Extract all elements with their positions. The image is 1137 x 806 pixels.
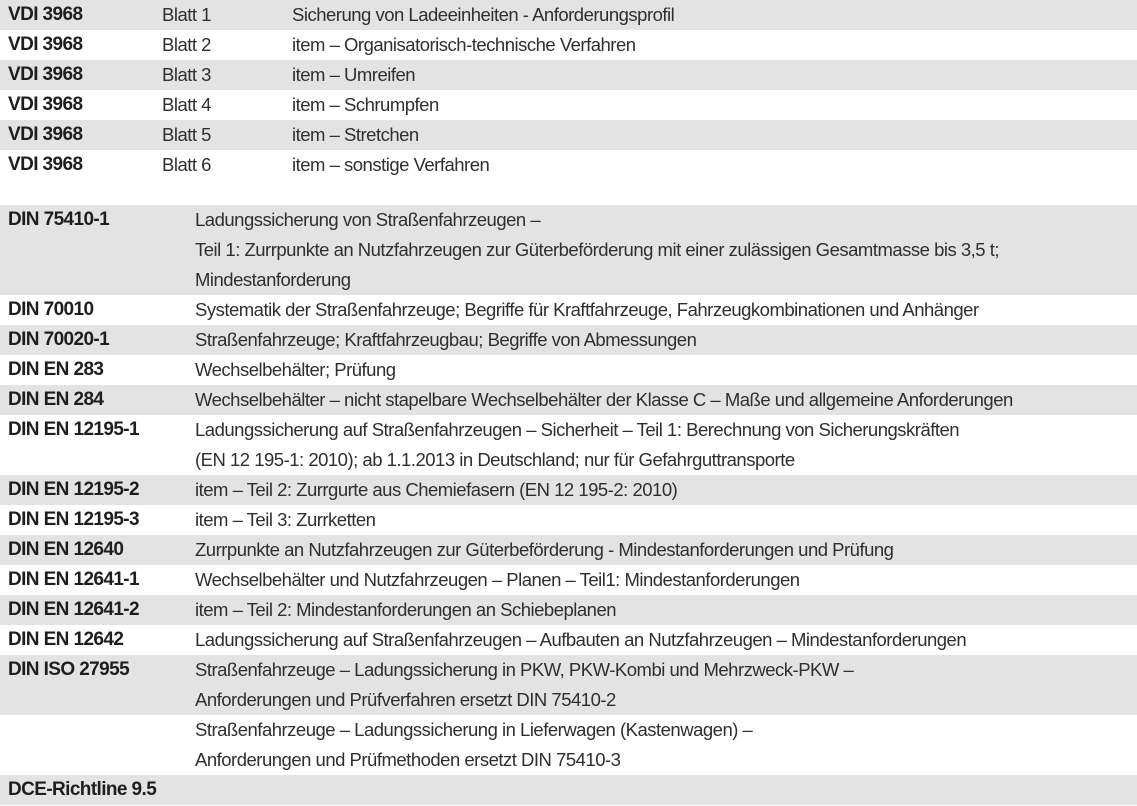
table-row [0, 30, 1137, 60]
table-row [0, 655, 1137, 715]
description-line: (EN 12 195-1: 2010); ab 1.1.2013 in Deutschland; nur für Gefahrguttransporte [195, 449, 795, 470]
table-row [0, 205, 1137, 295]
standard-description [195, 595, 616, 625]
description-line: Ladungssicherung von Straßenfahrzeugen – [195, 209, 541, 230]
standard-code: VDI 3968 [8, 34, 83, 55]
standard-code: DIN EN 284 [8, 389, 104, 410]
standard-code: DIN 70020-1 [8, 329, 110, 350]
table-row [0, 415, 1137, 475]
standard-description [195, 415, 959, 475]
sheet-number: Blatt 4 [162, 94, 211, 115]
standard-code: DIN EN 283 [8, 359, 104, 380]
table-row [0, 715, 1137, 775]
standard-description [195, 715, 752, 775]
standard-description [195, 355, 396, 385]
sheet-number: Blatt 3 [162, 64, 211, 85]
standard-code: DIN EN 12641-1 [8, 569, 140, 590]
table-row [0, 150, 1137, 180]
standard-code: DIN 75410-1 [8, 209, 110, 230]
table-row [0, 355, 1137, 385]
table-row [0, 565, 1137, 595]
description-line: item – Teil 2: Zurrgurte aus Chemiefasern (EN 12 195-2: 2010) [195, 479, 678, 500]
standard-code: VDI 3968 [8, 154, 83, 175]
standard-title: Sicherung von Ladeeinheiten - Anforderungsprofil [292, 4, 675, 25]
standard-code: DCE-Richtline 9.5 [8, 779, 157, 800]
standard-title: item – Organisatorisch-technische Verfahren [292, 34, 636, 55]
standard-code: DIN EN 12641-2 [8, 599, 140, 620]
description-line: item – Teil 2: Mindestanforderungen an Schiebeplanen [195, 599, 617, 620]
standard-code: DIN EN 12640 [8, 539, 124, 560]
table-row [0, 775, 1137, 805]
description-line: Zurrpunkte an Nutzfahrzeugen zur Güterbeförderung - Mindestanforderungen und Prüfung [195, 539, 894, 560]
standard-title: item – Umreifen [292, 64, 416, 85]
table-row [0, 90, 1137, 120]
standard-title: item – Stretchen [292, 124, 419, 145]
standard-code: VDI 3968 [8, 64, 83, 85]
table-row [0, 295, 1137, 325]
standard-description [195, 505, 375, 535]
standard-description [195, 625, 966, 655]
description-line: Anforderungen und Prüfmethoden ersetzt DIN 75410-3 [195, 749, 621, 770]
description-line: Systematik der Straßenfahrzeuge; Begriffe für Kraftfahrzeuge, Fahrzeugkombinationen und Anhänger [195, 299, 979, 320]
description-line: Mindestanforderung [195, 269, 351, 290]
standard-code: VDI 3968 [8, 4, 83, 25]
description-line: Ladungssicherung auf Straßenfahrzeugen – Aufbauten an Nutzfahrzeugen – Mindestanforderungen [195, 629, 967, 650]
description-line: Wechselbehälter; Prüfung [195, 359, 396, 380]
din-standards-table [0, 205, 1137, 805]
table-row [0, 385, 1137, 415]
standard-description [195, 535, 893, 565]
table-row [0, 0, 1137, 30]
sheet-number: Blatt 1 [162, 4, 211, 25]
sheet-number: Blatt 2 [162, 34, 211, 55]
table-row [0, 475, 1137, 505]
standard-code: DIN EN 12195-2 [8, 479, 140, 500]
table-row [0, 535, 1137, 565]
description-line: Anforderungen und Prüfverfahren ersetzt DIN 75410-2 [195, 689, 616, 710]
standard-code: DIN EN 12642 [8, 629, 124, 650]
standard-description [195, 205, 999, 295]
standard-code: DIN 70010 [8, 299, 94, 320]
standard-title: item – sonstige Verfahren [292, 154, 490, 175]
table-row [0, 595, 1137, 625]
table-row [0, 505, 1137, 535]
table-row [0, 120, 1137, 150]
description-line: item – Teil 3: Zurrketten [195, 509, 376, 530]
vdi-standards-table [0, 0, 1137, 180]
standard-code: DIN EN 12195-3 [8, 509, 140, 530]
description-line: Straßenfahrzeuge; Kraftfahrzeugbau; Begriffe von Abmessungen [195, 329, 697, 350]
description-line: Straßenfahrzeuge – Ladungssicherung in PKW, PKW-Kombi und Mehrzweck-PKW – [195, 659, 854, 680]
standard-description [195, 655, 853, 715]
standard-description [195, 475, 677, 505]
standard-code: DIN ISO 27955 [8, 659, 130, 680]
standard-code: VDI 3968 [8, 124, 83, 145]
standard-description [195, 295, 979, 325]
standard-description [195, 565, 800, 595]
description-line: Teil 1: Zurrpunkte an Nutzfahrzeugen zur Güterbeförderung mit einer zulässigen Gesamtmasse bis 3,5 t; [195, 239, 1000, 260]
standard-description [195, 325, 696, 355]
table-row [0, 60, 1137, 90]
table-row [0, 325, 1137, 355]
standard-title: item – Schrumpfen [292, 94, 439, 115]
description-line: Ladungssicherung auf Straßenfahrzeugen – Sicherheit – Teil 1: Berechnung von Sicherungskräften [195, 419, 960, 440]
table-row [0, 625, 1137, 655]
description-line: Straßenfahrzeuge – Ladungssicherung in Lieferwagen (Kastenwagen) – [195, 719, 753, 740]
description-line: Wechselbehälter – nicht stapelbare Wechselbehälter der Klasse C – Maße und allgemeine Anforderungen [195, 389, 1013, 410]
standard-description [195, 385, 1013, 415]
sheet-number: Blatt 5 [162, 124, 211, 145]
sheet-number: Blatt 6 [162, 154, 211, 175]
standard-code: VDI 3968 [8, 94, 83, 115]
standard-code: DIN EN 12195-1 [8, 419, 140, 440]
description-line: Wechselbehälter und Nutzfahrzeugen – Planen – Teil1: Mindestanforderungen [195, 569, 800, 590]
